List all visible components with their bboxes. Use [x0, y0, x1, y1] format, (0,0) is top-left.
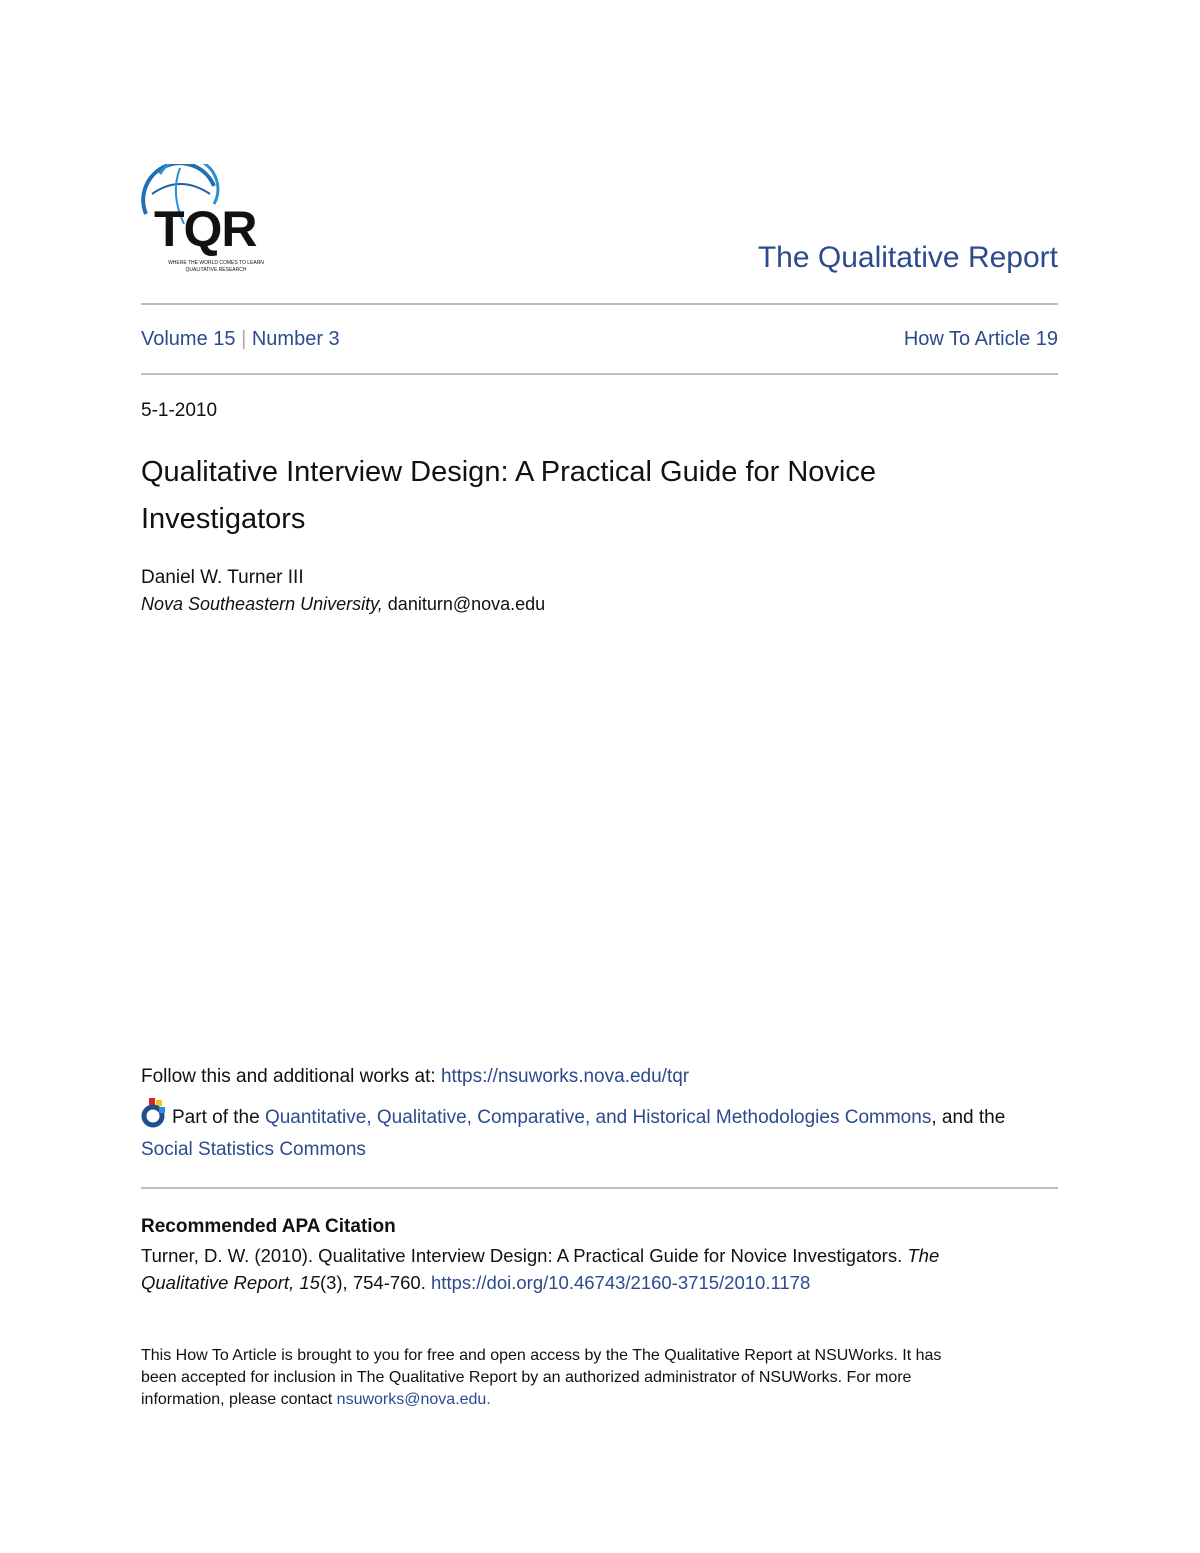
number-link[interactable]: Number 3 — [251, 328, 340, 350]
email: daniturn@nova.edu — [387, 594, 546, 614]
citation-line-1 — [141, 1245, 939, 1267]
divider — [141, 1187, 1058, 1189]
issue-info — [141, 328, 340, 351]
follow-text: Follow this and additional works at: — [141, 1066, 436, 1087]
and-the-text: , and the — [931, 1107, 1006, 1128]
affiliation-line — [141, 594, 545, 615]
logo-tagline: WHERE THE WORLD COMES TO LEARN QUALITATIVE RESEARCH — [168, 260, 264, 273]
divider — [141, 303, 1058, 305]
footer-text: information, please contact — [141, 1391, 333, 1408]
volume-link[interactable]: Volume 15 — [141, 328, 236, 350]
part-of-line — [172, 1107, 1005, 1129]
logo-text: TQR — [154, 201, 257, 257]
separator: | — [241, 328, 247, 350]
footer-line-3 — [141, 1391, 491, 1409]
citation-heading: Recommended APA Citation — [141, 1216, 396, 1237]
citation-line-2 — [141, 1272, 810, 1294]
article-title-2: Investigators — [141, 503, 306, 535]
citation-pages: (3), 754-760. — [319, 1272, 426, 1293]
article-title-1: Qualitative Interview Design: A Practical Guide for Novice — [141, 456, 876, 488]
commons-link-1[interactable]: Quantitative, Qualitative, Comparative, and Historical Methodologies Commons — [264, 1107, 932, 1128]
citation-journal: The — [907, 1245, 940, 1266]
author: Daniel W. Turner III — [141, 567, 304, 588]
footer-line-2: been accepted for inclusion in The Qualitative Report by an authorized administrator of NSUWorks. For more — [141, 1369, 912, 1386]
doi-link[interactable]: https://doi.org/10.46743/2160-3715/2010.1178 — [431, 1272, 811, 1293]
date: 5-1-2010 — [141, 400, 218, 421]
follow-link[interactable]: https://nsuworks.nova.edu/tqr — [440, 1066, 690, 1087]
journal-title[interactable]: The Qualitative Report — [757, 241, 1058, 274]
part-of-text: Part of the — [172, 1107, 260, 1128]
commons-link-2[interactable]: Social Statistics Commons — [141, 1139, 366, 1160]
follow-line — [141, 1066, 689, 1088]
affiliation: Nova Southeastern University, — [141, 594, 383, 614]
tqr-logo — [140, 164, 278, 274]
divider — [141, 373, 1058, 375]
article-type-link[interactable]: How To Article 19 — [903, 328, 1058, 350]
footer-line-1: This How To Article is brought to you for free and open access by the The Qualitative Report at NSUWorks. It has — [141, 1347, 942, 1364]
citation-text: Turner, D. W. (2010). Qualitative Interview Design: A Practical Guide for Novice Investigators. — [141, 1245, 903, 1266]
contact-email-link[interactable]: nsuworks@nova.edu. — [336, 1391, 491, 1408]
citation-journal-volume: Qualitative Report, 15 — [141, 1272, 320, 1293]
commons-icon — [141, 1098, 169, 1133]
